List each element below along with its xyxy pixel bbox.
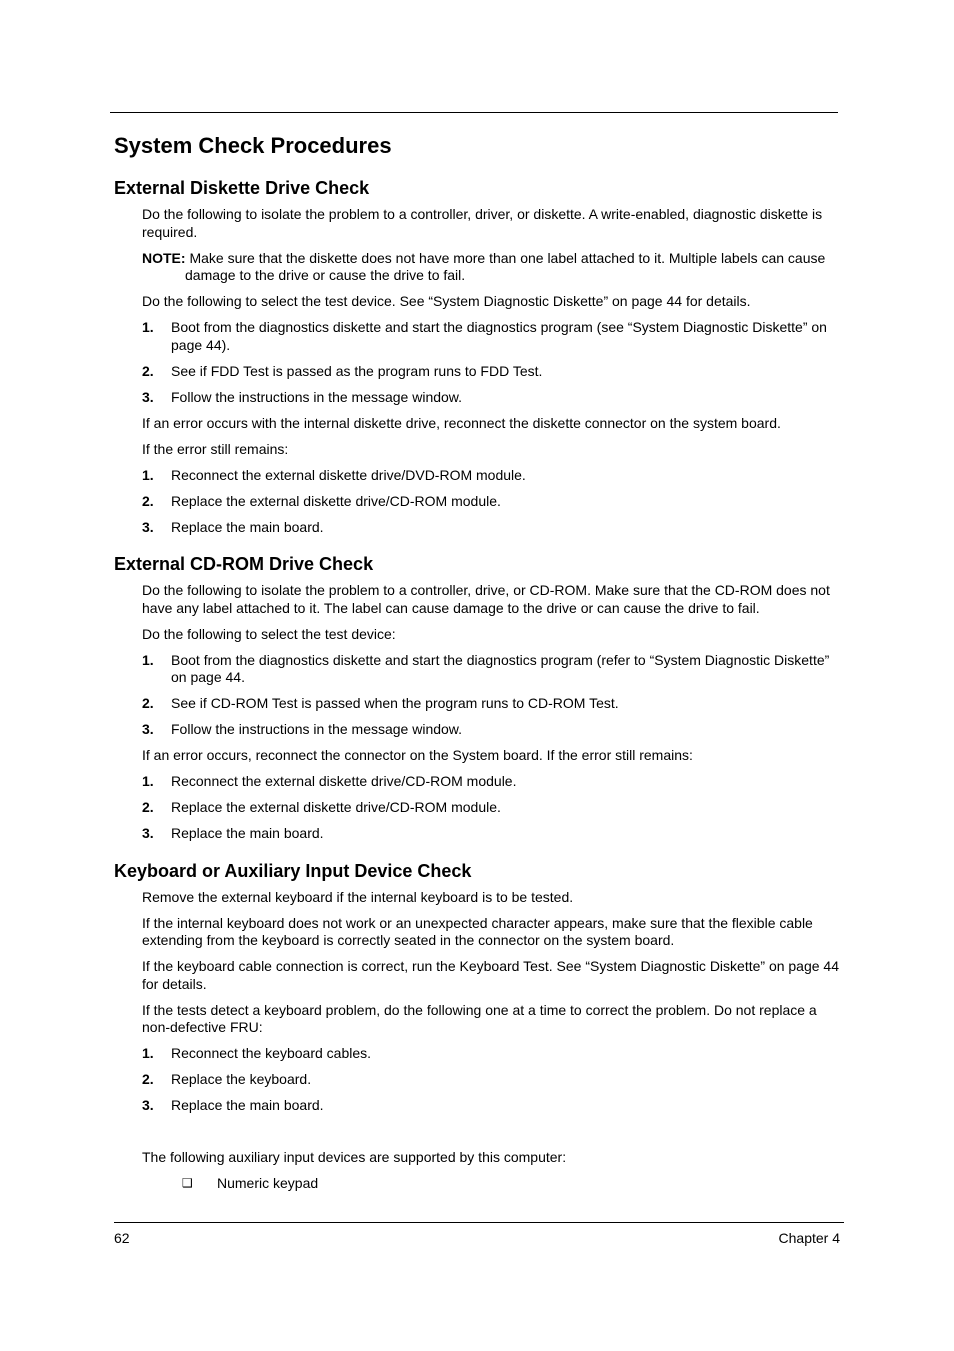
step-text: Reconnect the keyboard cables. <box>171 1045 372 1061</box>
bullet-item <box>142 1175 840 1193</box>
paragraph: If the error still remains: <box>142 440 289 457</box>
step-text: Replace the main board. <box>171 518 324 535</box>
list-item <box>142 695 840 713</box>
note <box>142 250 840 285</box>
list-item <box>142 799 840 817</box>
step-number: 2. <box>142 799 154 815</box>
paragraph: Remove the external keyboard if the internal keyboard is to be tested. <box>142 888 574 905</box>
step-number: 2. <box>142 695 154 711</box>
step-text: Follow the instructions in the message window. <box>171 721 463 737</box>
list-item <box>142 1045 840 1063</box>
header-rule <box>110 112 838 113</box>
paragraph: Do the following to select the test device. See “System Diagnostic Diskette” on page 44 for details. <box>142 293 751 309</box>
page-title: System Check Procedures <box>114 133 392 158</box>
step-number: 1. <box>142 466 154 483</box>
paragraph: The following auxiliary input devices are supported by this computer: <box>142 1148 567 1165</box>
step-text: Replace the external diskette drive/CD-ROM module. <box>171 492 501 509</box>
step-text: See if CD-ROM Test is passed when the program runs to CD-ROM Test. <box>171 695 619 711</box>
paragraph: If an error occurs with the internal diskette drive, reconnect the diskette connector on the system board. <box>142 414 781 431</box>
step-number: 1. <box>142 651 154 668</box>
paragraph: If an error occurs, reconnect the connector on the System board. If the error still remains: <box>142 747 693 763</box>
section-body-diskette <box>142 206 840 536</box>
step-number: 2. <box>142 1071 154 1087</box>
steps-list <box>142 773 840 843</box>
note-label: NOTE: <box>142 249 186 266</box>
step-text: Replace the keyboard. <box>171 1071 312 1087</box>
steps-list <box>142 1045 840 1115</box>
list-item <box>142 493 840 511</box>
step-number: 3. <box>142 518 154 535</box>
step-number: 3. <box>142 1097 154 1113</box>
checkbox-bullet-icon: ❑ <box>182 1175 193 1190</box>
section-heading-cdrom: External CD-ROM Drive Check <box>114 554 374 574</box>
step-number: 3. <box>142 721 154 737</box>
bullet-text: Numeric keypad <box>217 1174 319 1191</box>
list-item <box>142 1097 840 1115</box>
step-text: Boot from the diagnostics diskette and start the diagnostics program (refer to “System Diagnostic Diskette” on page 44. <box>171 651 830 685</box>
paragraph: If the keyboard cable connection is correct, run the Keyboard Test. See “System Diagnostic Diskette” on page 44 for details. <box>142 958 840 992</box>
list-item <box>142 825 840 843</box>
list-item <box>142 1071 840 1089</box>
chapter-label: Chapter 4 <box>778 1230 840 1246</box>
page-content <box>114 130 840 1192</box>
paragraph: Do the following to isolate the problem to a controller, driver, or diskette. A write-enabled, diagnostic diskette is required. <box>142 206 823 240</box>
paragraph: If the tests detect a keyboard problem, do the following one at a time to correct the problem. Do not replace a non-defective FRU: <box>142 1001 817 1035</box>
paragraph: Do the following to isolate the problem to a controller, drive, or CD-ROM. Make sure that the CD-ROM does not have any label attached to it. The label can cause damage to the drive or can cause the drive to fail. <box>142 582 830 616</box>
section-heading-diskette: External Diskette Drive Check <box>114 178 370 198</box>
step-text: Replace the main board. <box>171 825 324 841</box>
section-body-cdrom <box>142 582 840 843</box>
list-item <box>142 773 840 791</box>
step-number: 3. <box>142 825 154 841</box>
step-number: 2. <box>142 362 154 379</box>
step-number: 2. <box>142 492 154 509</box>
footer-rule <box>114 1222 844 1223</box>
list-item <box>142 363 840 381</box>
step-number: 1. <box>142 1045 154 1061</box>
step-number: 3. <box>142 388 154 405</box>
step-text: Follow the instructions in the message window. <box>171 388 463 405</box>
step-text: Replace the external diskette drive/CD-ROM module. <box>171 799 501 815</box>
steps-list <box>142 652 840 739</box>
steps-list <box>142 467 840 537</box>
steps-list <box>142 319 840 406</box>
step-text: Reconnect the external diskette drive/DVD-ROM module. <box>171 466 526 483</box>
step-text: Reconnect the external diskette drive/CD-ROM module. <box>171 773 517 789</box>
step-text: See if FDD Test is passed as the program runs to FDD Test. <box>171 362 543 379</box>
step-number: 1. <box>142 319 154 335</box>
list-item <box>142 652 840 687</box>
section-body-keyboard <box>142 889 840 1193</box>
page-number: 62 <box>114 1230 130 1246</box>
step-number: 1. <box>142 773 154 789</box>
step-text: Boot from the diagnostics diskette and start the diagnostics program (see “System Diagnostic Diskette” on page 44). <box>171 319 827 353</box>
list-item <box>142 467 840 485</box>
list-item <box>142 389 840 407</box>
list-item <box>142 721 840 739</box>
list-item <box>142 319 840 354</box>
note-text: Make sure that the diskette does not have more than one label attached to it. Multiple labels can cause damage to the drive or cause the drive to fail. <box>185 249 826 283</box>
paragraph: If the internal keyboard does not work or an unexpected character appears, make sure that the flexible cable extending from the keyboard is correctly seated in the connector on the system board. <box>142 914 813 948</box>
step-text: Replace the main board. <box>171 1097 324 1113</box>
paragraph: Do the following to select the test device: <box>142 625 396 642</box>
section-heading-keyboard: Keyboard or Auxiliary Input Device Check <box>114 860 472 881</box>
list-item <box>142 519 840 537</box>
